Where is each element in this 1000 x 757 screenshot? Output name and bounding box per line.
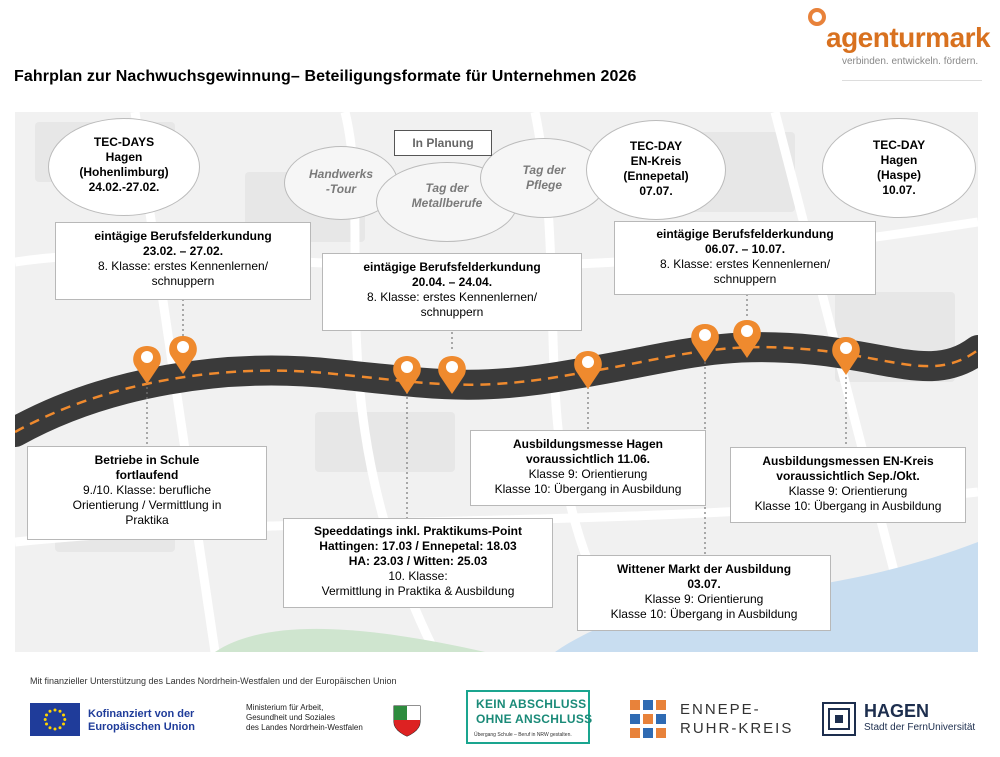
box-line: 9./10. Klasse: berufliche: [82, 483, 212, 497]
bubble-line: Metallberufe: [411, 196, 483, 210]
bubble-line: TEC-DAY: [872, 138, 926, 152]
pin-icon[interactable]: [733, 320, 761, 358]
eu-flag-icon: [30, 703, 80, 736]
agenturmark-tagline: verbinden. entwickeln. fördern.: [842, 56, 979, 67]
box-line: Ausbildungsmessen EN-Kreis: [762, 454, 934, 468]
bubble-line: 10.07.: [882, 183, 916, 197]
bubble-line: (Hohenlimburg): [79, 165, 169, 179]
nrw-coat-of-arms-icon: [392, 704, 422, 738]
page-title: Fahrplan zur Nachwuchsgewinnung– Beteiligungsformate für Unternehmen 2026: [14, 68, 637, 85]
box-line: Klasse 9: Orientierung: [528, 467, 648, 481]
bubble-line: -Tour: [325, 182, 357, 196]
box-line: Speeddatings inkl. Praktikums-Point: [313, 524, 523, 538]
box-line: 10. Klasse:: [388, 569, 448, 583]
eu-line: Europäischen Union: [88, 721, 195, 733]
ministry-text: [246, 703, 363, 733]
bubble-line: Hagen: [105, 150, 143, 164]
bubble-line: (Ennepetal): [623, 169, 689, 183]
box-line: schnuppern: [713, 272, 777, 286]
box-line: 8. Klasse: erstes Kennenlernen/: [97, 259, 269, 273]
hagen-logo-icon: [822, 702, 856, 736]
box-line: Klasse 9: Orientierung: [788, 484, 908, 498]
box-line: Betriebe in Schule: [94, 453, 200, 467]
bubble-line: TEC-DAYS: [93, 135, 155, 149]
box-line: voraussichtlich Sep./Okt.: [776, 469, 920, 483]
bubble-line: EN-Kreis: [630, 154, 682, 168]
box-berufsfelderkundung-jul: [614, 221, 876, 295]
bubble-tec-day-en-kreis: [586, 120, 726, 220]
box-line: voraussichtlich 11.06.: [525, 452, 651, 466]
pin-icon[interactable]: [393, 356, 421, 394]
box-line: Wittener Markt der Ausbildung: [616, 562, 792, 576]
box-line: eintägige Berufsfelderkundung: [656, 227, 834, 241]
box-line: Klasse 10: Übergang in Ausbildung: [494, 482, 682, 496]
box-line: 03.07.: [687, 577, 721, 591]
kein-abschluss-subline: Übergang Schule – Beruf in NRW gestalten.: [474, 732, 572, 738]
pin-icon[interactable]: [169, 336, 197, 374]
box-line: Orientierung / Vermittlung in: [72, 498, 222, 512]
footer-support-text: Mit finanzieller Unterstützung des Landes Nordrhein-Westfalen und der Europäischen Union: [30, 676, 397, 686]
bubble-line: Tag der: [425, 181, 469, 195]
box-line: schnuppern: [420, 305, 484, 319]
box-line: Vermittlung in Praktika & Ausbildung: [321, 584, 515, 598]
box-line: Klasse 10: Übergang in Ausbildung: [754, 499, 942, 513]
box-betriebe-in-schule: [27, 446, 267, 540]
pin-icon[interactable]: [832, 337, 860, 375]
pin-icon[interactable]: [691, 324, 719, 362]
ennepe-line: RUHR-KREIS: [680, 720, 794, 737]
box-line: 8. Klasse: erstes Kennenlernen/: [366, 290, 538, 304]
box-line: Klasse 10: Übergang in Ausbildung: [610, 607, 798, 621]
box-line: 8. Klasse: erstes Kennenlernen/: [659, 257, 831, 271]
bubble-line: Hagen: [880, 153, 918, 167]
bubble-tec-day-haspe: [822, 118, 976, 218]
box-ausbildungsmessen-en-kreis: [730, 447, 966, 523]
box-line: eintägige Berufsfelderkundung: [94, 229, 272, 243]
box-berufsfelderkundung-apr: [322, 253, 582, 331]
box-line: HA: 23.03 / Witten: 25.03: [348, 554, 488, 568]
box-line: Klasse 9: Orientierung: [644, 592, 764, 606]
bubble-line: Tag der: [522, 163, 566, 177]
box-line: Ausbildungsmesse Hagen: [512, 437, 664, 451]
ennepe-ruhr-kreis-icon: [630, 700, 666, 738]
bubble-tec-days-hagen: [48, 118, 200, 216]
eu-cofinanced-text: [88, 708, 195, 734]
box-line: Hattingen: 17.03 / Ennepetal: 18.03: [319, 539, 517, 553]
box-line: 20.04. – 24.04.: [411, 275, 493, 289]
bubble-line: 07.07.: [639, 184, 673, 198]
box-line: eintägige Berufsfelderkundung: [363, 260, 541, 274]
eu-line: Kofinanziert von der: [88, 708, 195, 720]
bubble-line: (Haspe): [876, 168, 921, 182]
bubble-line: TEC-DAY: [629, 139, 683, 153]
box-ausbildungsmesse-hagen: [470, 430, 706, 506]
ministry-line: Ministerium für Arbeit,: [246, 703, 324, 712]
bubble-line: Handwerks: [308, 167, 374, 181]
hagen-title: HAGEN: [864, 701, 930, 721]
box-line: schnuppern: [151, 274, 215, 288]
box-speeddatings: [283, 518, 553, 608]
ennepe-line: ENNEPE-: [680, 701, 761, 718]
box-berufsfelderkundung-feb: [55, 222, 311, 300]
agenturmark-logo: agenturmark: [826, 22, 991, 53]
bubble-line: Pflege: [525, 178, 562, 192]
pin-icon[interactable]: [438, 356, 466, 394]
box-line: fortlaufend: [115, 468, 179, 482]
box-line: 06.07. – 10.07.: [704, 242, 786, 256]
ministry-line: des Landes Nordrhein-Westfalen: [246, 723, 363, 732]
kein-abschluss-line2: OHNE ANSCHLUSS: [476, 712, 593, 726]
hagen-subtitle: Stadt der FernUniversität: [864, 722, 976, 733]
box-wittener-markt: [577, 555, 831, 631]
box-line: Praktika: [125, 513, 169, 527]
ministry-line: Gesundheit und Soziales: [246, 713, 335, 722]
ennepe-ruhr-kreis-text: [680, 700, 793, 738]
box-line: 23.02. – 27.02.: [142, 244, 224, 258]
kein-abschluss-line1: KEIN ABSCHLUSS: [476, 697, 587, 711]
bubble-line: 24.02.-27.02.: [88, 180, 160, 194]
in-planung-label: In Planung: [394, 130, 492, 156]
pin-icon[interactable]: [574, 351, 602, 389]
pin-icon[interactable]: [133, 346, 161, 384]
